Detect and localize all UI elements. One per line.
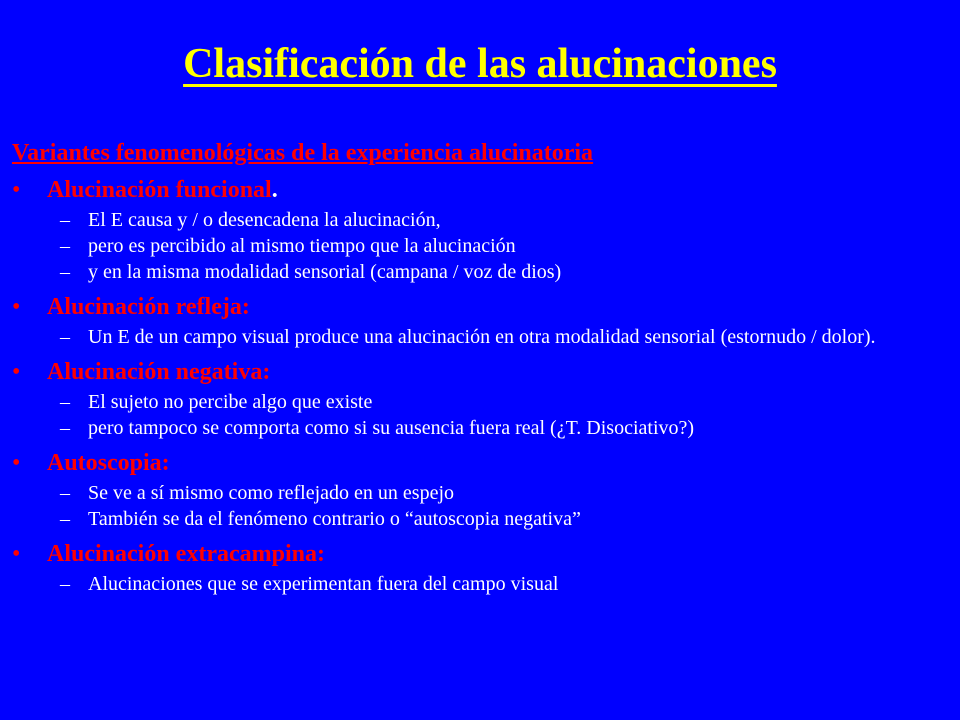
dash-marker: – xyxy=(60,391,70,413)
dash-marker: – xyxy=(60,326,70,348)
dash-marker: – xyxy=(60,573,70,595)
bullet-heading: Alucinación funcional xyxy=(47,177,272,203)
sub-item-text: pero es percibido al mismo tiempo que la alucinación xyxy=(88,235,516,257)
dash-marker: – xyxy=(60,209,70,231)
dash-marker: – xyxy=(60,261,70,283)
sub-item-text: Se ve a sí mismo como reflejado en un espejo xyxy=(88,482,455,504)
bullet-heading: Alucinación refleja: xyxy=(47,294,250,320)
sub-item xyxy=(12,207,948,233)
sub-item-text: El E causa y / o desencadena la alucinación, xyxy=(88,209,441,231)
bullet-heading: Autoscopia: xyxy=(47,450,170,476)
sub-item xyxy=(12,233,948,259)
bullet-dot: • xyxy=(12,177,21,203)
sub-item xyxy=(12,506,948,532)
bullet-autoscopia xyxy=(12,447,948,480)
dash-marker: – xyxy=(60,235,70,257)
sub-item xyxy=(12,480,948,506)
bullet-alucinacion-refleja xyxy=(12,291,948,324)
dash-marker: – xyxy=(60,508,70,530)
bullet-dot: • xyxy=(12,541,21,567)
sub-item xyxy=(12,259,948,285)
bullet-alucinacion-extracampina xyxy=(12,538,948,571)
bullet-dot: • xyxy=(12,450,21,476)
sub-item-text: El sujeto no percibe algo que existe xyxy=(88,391,373,413)
bullet-alucinacion-negativa xyxy=(12,356,948,389)
bullet-heading: Alucinación extracampina: xyxy=(47,541,325,567)
sub-item-text: y en la misma modalidad sensorial (campana / voz de dios) xyxy=(88,261,562,283)
sub-item-text: Alucinaciones que se experimentan fuera del campo visual xyxy=(88,573,559,595)
bullet-heading: Alucinación negativa: xyxy=(47,359,271,385)
slide-subtitle: Variantes fenomenológicas de la experiencia alucinatoria xyxy=(12,140,594,166)
sub-item xyxy=(12,571,948,597)
slide-title: Clasificación de las alucinaciones xyxy=(183,41,777,87)
dash-marker: – xyxy=(60,417,70,439)
bullet-dot: • xyxy=(12,294,21,320)
dash-marker: – xyxy=(60,482,70,504)
sub-item xyxy=(12,415,948,441)
sub-item-text: pero tampoco se comporta como si su ausencia fuera real (¿T. Disociativo?) xyxy=(88,417,695,439)
sub-item xyxy=(12,324,948,350)
bullet-alucinacion-funcional xyxy=(12,174,948,207)
slide-content xyxy=(12,136,948,597)
bullet-dot: • xyxy=(12,359,21,385)
bullet-heading-trail: . xyxy=(271,177,278,203)
sub-item-text: Un E de un campo visual produce una alucinación en otra modalidad sensorial (estornudo / dolor). xyxy=(88,326,876,348)
sub-item xyxy=(12,389,948,415)
sub-item-text: También se da el fenómeno contrario o “autoscopia negativa” xyxy=(88,508,581,530)
